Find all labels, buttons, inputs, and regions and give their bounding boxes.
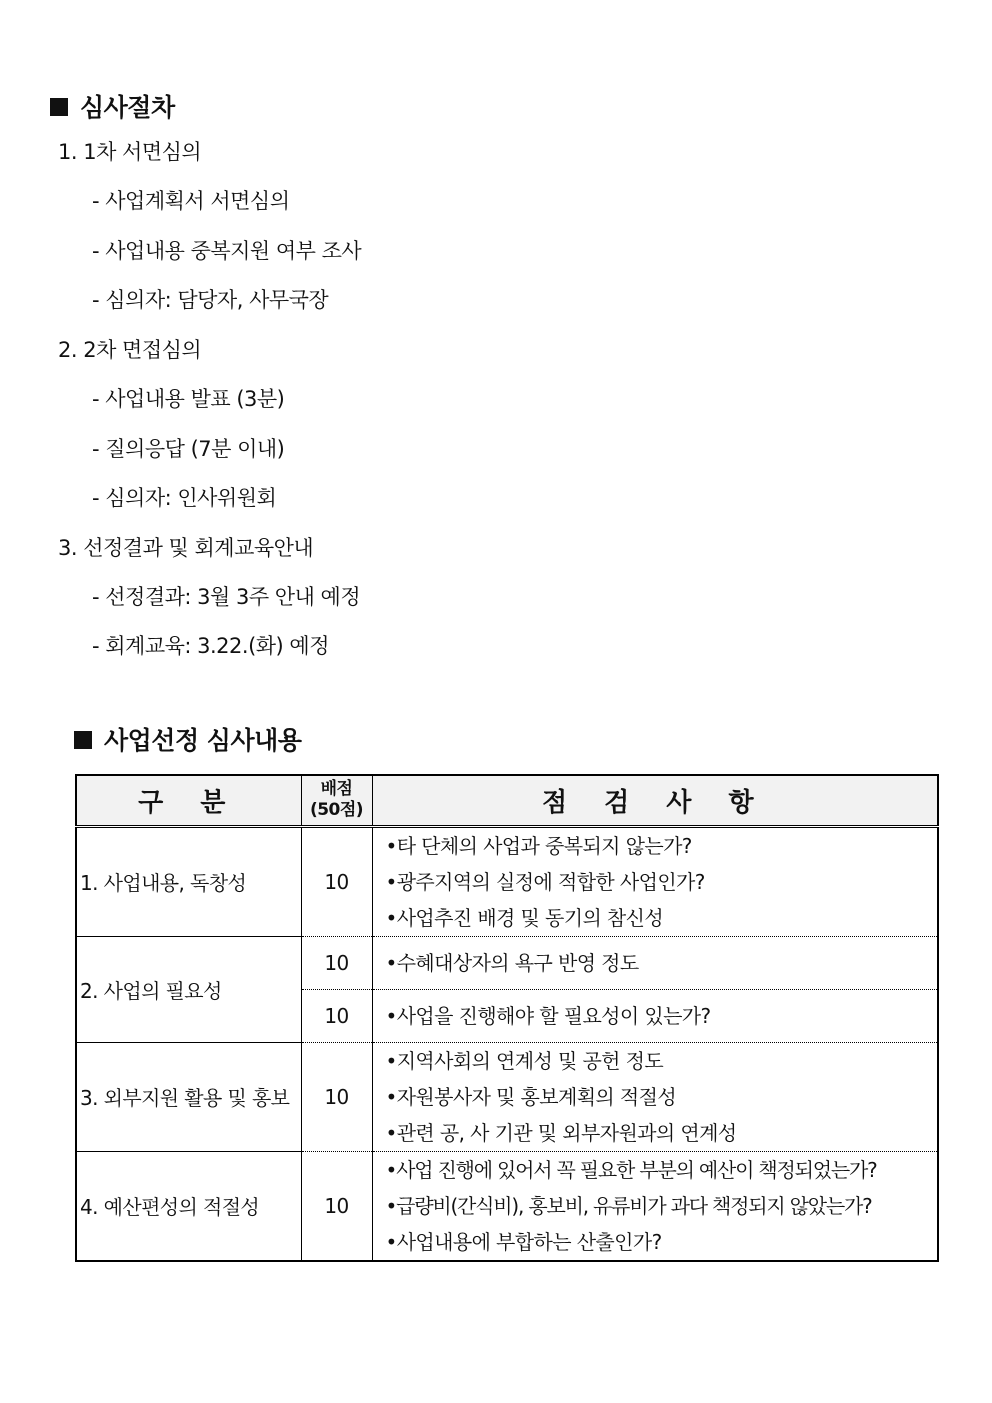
- step-3-sub-2: - 회계교육: 3.22.(화) 예정: [92, 634, 329, 658]
- row-3-items: [372, 1042, 938, 1151]
- row-1-item-1: •타 단체의 사업과 중복되지 않는가?: [385, 833, 692, 858]
- row-3-category: 3. 외부지원 활용 및 홍보: [76, 1042, 301, 1151]
- row-1-item-3: •사업추진 배경 및 동기의 참신성: [385, 905, 664, 930]
- step-3-heading: 3. 선정결과 및 회계교육안내: [58, 536, 314, 560]
- step-2-sub-3: - 심의자: 인사위원회: [92, 486, 277, 510]
- procedure-title: 심사절차: [80, 93, 175, 122]
- row-4-item-2: •급량비(간식비), 홍보비, 유류비가 과다 책정되지 않았는가?: [385, 1193, 872, 1218]
- row-2a-score: 10: [301, 936, 372, 989]
- header-score: [301, 775, 372, 826]
- row-3-item-3: •관련 공, 사 기관 및 외부자원과의 연계성: [385, 1120, 737, 1145]
- table-row: [76, 1151, 938, 1261]
- row-2a-item: •수혜대상자의 욕구 반영 정도: [385, 950, 639, 975]
- header-score-top: 배점: [320, 779, 353, 800]
- step-2-heading: 2. 2차 면접심의: [58, 338, 202, 362]
- row-1-items: [372, 826, 938, 936]
- procedure-title-heading: [50, 88, 175, 124]
- evaluation-title-heading: [74, 721, 301, 757]
- row-3-item-2: •자원봉사자 및 홍보계획의 적절성: [385, 1084, 677, 1109]
- table-row: [76, 826, 938, 936]
- row-1-category: 1. 사업내용, 독창성: [76, 826, 301, 936]
- evaluation-title: 사업선정 심사내용: [104, 726, 302, 755]
- row-4-item-3: •사업내용에 부합하는 산출인가?: [385, 1229, 662, 1254]
- row-4-items: [372, 1151, 938, 1261]
- step-2-sub-2: - 질의응답 (7분 이내): [92, 437, 285, 461]
- row-1-item-2: •광주지역의 실정에 적합한 사업인가?: [385, 869, 705, 894]
- step-2-sub-1: - 사업내용 발표 (3분): [92, 387, 285, 411]
- table-header-row: [76, 775, 938, 826]
- row-2b-score: 10: [301, 989, 372, 1042]
- row-4-score: 10: [301, 1151, 372, 1261]
- step-3-sub-1: - 선정결과: 3월 3주 안내 예정: [92, 585, 361, 609]
- row-1-score: 10: [301, 826, 372, 936]
- square-bullet-icon: [50, 98, 68, 116]
- table-row: [76, 1042, 938, 1151]
- row-4-category: 4. 예산편성의 적절성: [76, 1151, 301, 1261]
- header-score-bottom: (50점): [309, 800, 364, 821]
- row-2a-items: [372, 936, 938, 989]
- step-1-sub-3: - 심의자: 담당자, 사무국장: [92, 288, 329, 312]
- table-row: [76, 936, 938, 989]
- step-1-heading: 1. 1차 서면심의: [58, 140, 202, 164]
- row-2-category: 2. 사업의 필요성: [76, 936, 301, 1042]
- step-1-sub-1: - 사업계획서 서면심의: [92, 189, 290, 213]
- row-3-item-1: •지역사회의 연계성 및 공헌 정도: [385, 1048, 664, 1073]
- row-3-score: 10: [301, 1042, 372, 1151]
- row-2b-item: •사업을 진행해야 할 필요성이 있는가?: [385, 1003, 711, 1028]
- row-4-item-1: •사업 진행에 있어서 꼭 필요한 부분의 예산이 책정되었는가?: [385, 1157, 877, 1182]
- header-items: 점 검 사 항: [372, 775, 938, 826]
- step-1-sub-2: - 사업내용 중복지원 여부 조사: [92, 239, 362, 263]
- header-category: 구 분: [76, 775, 301, 826]
- row-2b-items: [372, 989, 938, 1042]
- evaluation-table: [75, 774, 939, 1262]
- square-bullet-icon: [74, 731, 92, 749]
